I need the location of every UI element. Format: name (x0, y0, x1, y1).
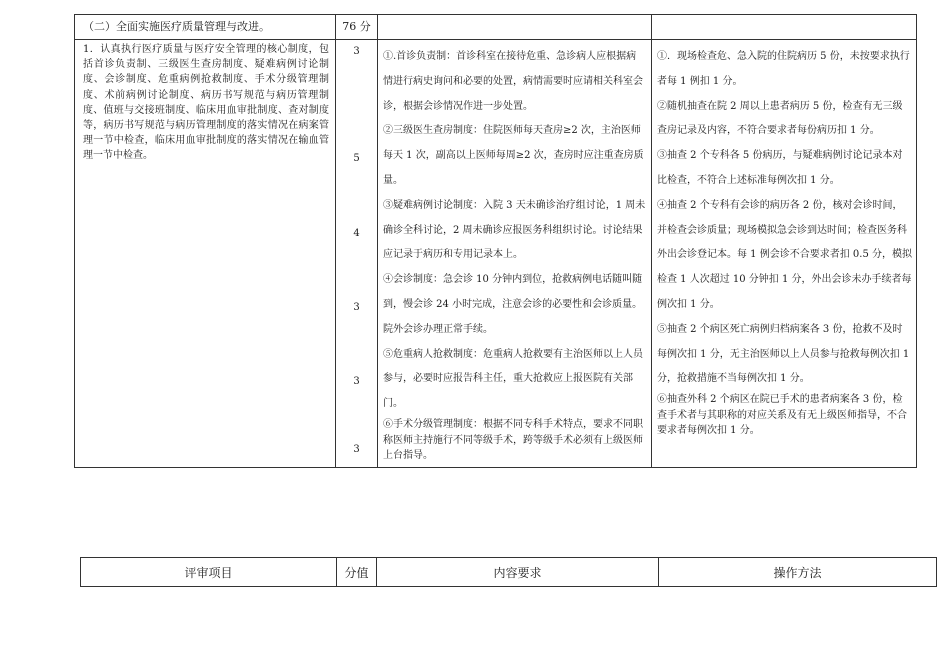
method-3: ③抽查 2 个专科各 5 份病历，与疑难病例讨论记录本对比检查，不符合上述标准每例次扣 1 分。 (657, 150, 903, 186)
requirements-cell (378, 40, 652, 468)
item-scores-cell (336, 40, 378, 468)
header-score: 分值 (337, 558, 377, 587)
requirement-1: ①.首诊负责制：首诊科室在接待危重、急诊病人应根据病情进行病史询问和必要的处置，病情需要时应请相关科室会诊，根据会诊情况作进一步处置。 (383, 51, 643, 112)
item-row (75, 40, 917, 468)
section-header-row (75, 15, 917, 40)
method-4: ④抽查 2 个专科有会诊的病历各 2 份，核对会诊时间，并检查会诊质量；现场模拟急会诊到达时间；检查医务科外出会诊登记本。每 1 例会诊不合要求者扣 0.5 分，模拟检查 1 人次超过 10 分钟扣 1 分，外出会诊未办手续者每例次扣 1 分。 (657, 199, 912, 310)
score-2: 5 (353, 153, 360, 164)
method-6: ⑥抽查外科 2 个病区在院已手术的患者病案各 3 份，检查手术者与其职称的对应关系及有无上级医师指导，不合要求者每例次扣 1 分。 (657, 394, 907, 437)
requirement-5: ⑤危重病人抢救制度：危重病人抢救要有主治医师以上人员参与，必要时应报告科主任，重大抢救应上报医院有关部门。 (383, 348, 643, 410)
section-score: 76 分 (336, 15, 378, 40)
score-6: 3 (353, 444, 360, 455)
method-1: ①．现场检查危、急入院的住院病历 5 份，未按要求执行者每 1 例扣 1 分。 (657, 51, 910, 87)
score-1: 3 (353, 46, 360, 57)
header-methods: 操作方法 (659, 558, 937, 587)
requirement-2: ②三级医生查房制度：住院医师每天查房≥2 次，主治医师每天 1 次，副高以上医师每周≥2 次，查房时应注重查房质量。 (383, 125, 644, 186)
score-4: 3 (353, 302, 360, 313)
header-requirements: 内容要求 (377, 558, 659, 587)
header-table (80, 557, 937, 587)
evaluation-table (74, 14, 917, 468)
header-review-item: 评审项目 (81, 558, 337, 587)
item-description: 1．认真执行医疗质量与医疗安全管理的核心制度，包括首诊负责制、三级医生查房制度、疑难病例讨论制度、会诊制度、危重病例抢救制度、手术分级管理制度、术前病例讨论制度、病历书写规范与病历管理制度、值班与交接班制度、临床用血审批制度、查对制度等，病历书写规范与病历管理制度的落实情况在病案管理一节中检查，临床用血审批制度的落实情况在输血管理一节中检查。 (75, 40, 336, 468)
score-3: 4 (353, 228, 360, 239)
section-col4-cell (652, 15, 917, 40)
section-title: （二）全面实施医疗质量管理与改进。 (75, 15, 336, 40)
requirement-6: ⑥手术分级管理制度：根据不同专科手术特点，要求不同职称医师主持施行不同等级手术，跨等级手术必须有上级医师上台指导。 (383, 418, 643, 462)
score-5: 3 (353, 376, 360, 387)
section-col3-cell (378, 15, 652, 40)
requirement-4: ④会诊制度：急会诊 10 分钟内到位，抢救病例电话随叫随到，慢会诊 24 小时完成，注意会诊的必要性和会诊质量。院外会诊办理正常手续。 (383, 274, 643, 335)
method-2: ②随机抽查在院 2 周以上患者病历 5 份，检查有无三级查房记录及内容，不符合要求者每份病历扣 1 分。 (657, 100, 903, 137)
method-5: ⑤抽查 2 个病区死亡病例归档病案各 3 份，抢救不及时每例次扣 1 分，无主治医师以上人员参与抢救每例次扣 1 分，抢救措施不当每例次扣 1 分。 (657, 323, 910, 385)
methods-cell (652, 40, 917, 468)
requirement-3: ③疑难病例讨论制度：入院 3 天未确诊治疗组讨论，1 周未确诊全科讨论，2 周未确诊应报医务科组织讨论。讨论结果应记录于病历和专用记录本上。 (383, 199, 646, 261)
header-row (81, 558, 937, 587)
